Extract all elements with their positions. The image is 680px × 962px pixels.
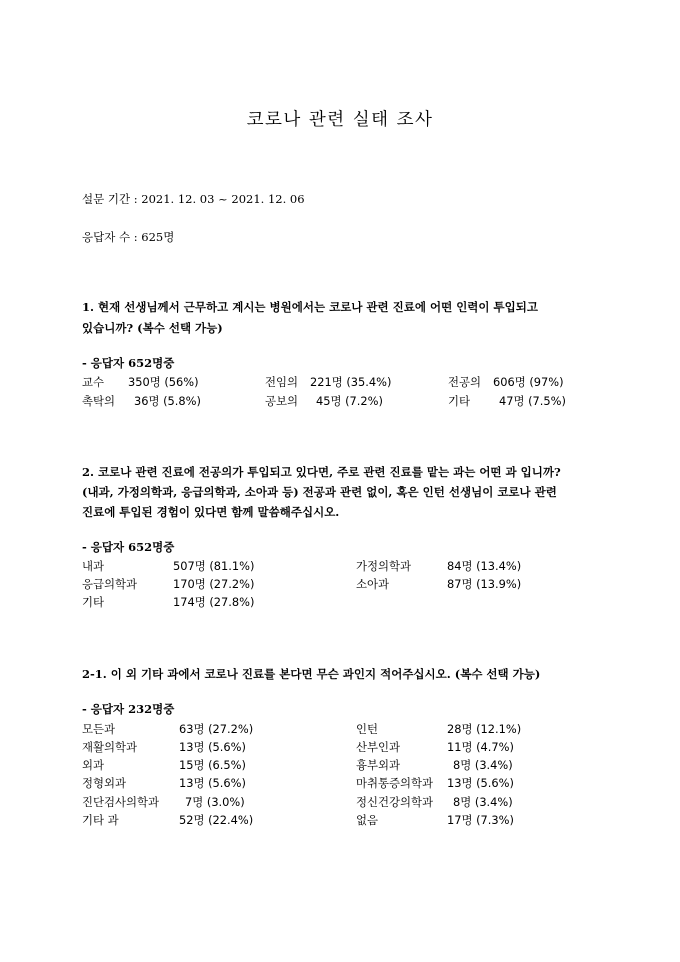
q2-1-result-row — [82, 775, 602, 792]
q2-item-label: 가정의학과 — [356, 559, 412, 573]
q2-1-item-value: 8명 (3.4%) — [453, 795, 513, 809]
q2-item-value: 174명 (27.8%) — [173, 595, 255, 609]
q2-1-question: 2-1. 이 외 기타 과에서 코로나 진료를 본다면 무슨 과인지 적어주십시오. (복수 선택 가능) — [82, 667, 541, 681]
q2-1-item-label: 진단검사의학과 — [82, 795, 160, 809]
q2-1-item-value: 52명 (22.4%) — [179, 813, 254, 827]
q1-item-value: 47명 (7.5%) — [499, 394, 566, 408]
q2-1-item-label: 외과 — [82, 758, 105, 772]
q2-item-label: 내과 — [82, 559, 105, 573]
q2-question-line1: 2. 코로나 관련 진료에 전공의가 투입되고 있다면, 주로 관련 진료를 맡는 과는 어떤 과 입니까? — [82, 465, 561, 479]
q2-1-item-value: 11명 (4.7%) — [447, 740, 514, 754]
q2-1-result-row — [82, 721, 602, 738]
q2-1-item-label: 산부인과 — [356, 740, 401, 754]
q2-1-result-row — [82, 757, 602, 774]
q1-item-value: 221명 (35.4%) — [310, 375, 392, 389]
q1-respondent-note: - 응답자 652명중 — [82, 356, 175, 370]
q2-1-result-row — [82, 812, 602, 829]
q2-item-label: 기타 — [82, 595, 105, 609]
respondent-count: 응답자 수 : 625명 — [82, 230, 175, 244]
q2-question-line2: (내과, 가정의학과, 응급의학과, 소아과 등) 전공과 관련 없이, 혹은 인턴 선생님이 코로나 관련 — [82, 485, 557, 499]
q1-item-label: 교수 — [82, 375, 105, 389]
q2-1-item-value: 13명 (5.6%) — [179, 776, 246, 790]
q2-1-result-row — [82, 739, 602, 756]
q2-respondent-note: - 응답자 652명중 — [82, 540, 175, 554]
q1-item-value: 606명 (97%) — [493, 375, 564, 389]
q1-item-value: 36명 (5.8%) — [134, 394, 201, 408]
q1-question-line1: 1. 현재 선생님께서 근무하고 계시는 병원에서는 코로나 관련 진료에 어떤 인력이 투입되고 — [82, 300, 538, 314]
q1-item-label: 기타 — [448, 394, 471, 408]
q2-1-item-value: 28명 (12.1%) — [447, 722, 522, 736]
q2-1-item-label: 흉부외과 — [356, 758, 401, 772]
q2-result-row — [82, 594, 602, 611]
q2-1-item-label: 마취통증의학과 — [356, 776, 434, 790]
q2-1-item-label: 정신건강의학과 — [356, 795, 434, 809]
page-title: 코로나 관련 실태 조사 — [246, 110, 434, 130]
q2-item-value: 507명 (81.1%) — [173, 559, 255, 573]
q1-item-value: 350명 (56%) — [128, 375, 199, 389]
survey-period: 설문 기간 : 2021. 12. 03 ~ 2021. 12. 06 — [82, 192, 305, 206]
q1-item-label: 전임의 — [265, 375, 299, 389]
q2-1-item-value: 15명 (6.5%) — [179, 758, 246, 772]
q2-item-label: 소아과 — [356, 577, 390, 591]
q2-1-item-label: 인턴 — [356, 722, 379, 736]
q2-item-value: 170명 (27.2%) — [173, 577, 255, 591]
q2-1-item-label: 정형외과 — [82, 776, 127, 790]
q2-item-value: 87명 (13.9%) — [447, 577, 522, 591]
q2-item-value: 84명 (13.4%) — [447, 559, 522, 573]
q2-1-result-row — [82, 794, 602, 811]
q2-1-item-value: 8명 (3.4%) — [453, 758, 513, 772]
q1-item-label: 전공의 — [448, 375, 482, 389]
q2-1-item-value: 17명 (7.3%) — [447, 813, 514, 827]
q2-question-line3: 진료에 투입된 경험이 있다면 함께 말씀해주십시오. — [82, 505, 340, 519]
q1-result-row — [82, 374, 602, 391]
q2-result-row — [82, 558, 602, 575]
q1-item-value: 45명 (7.2%) — [316, 394, 383, 408]
q2-1-item-label: 모든과 — [82, 722, 116, 736]
q2-1-item-value: 13명 (5.6%) — [179, 740, 246, 754]
q1-result-row — [82, 393, 602, 410]
q2-result-row — [82, 576, 602, 593]
q2-1-item-value: 63명 (27.2%) — [179, 722, 254, 736]
q2-1-item-label: 재활의학과 — [82, 740, 138, 754]
q1-item-label: 촉탁의 — [82, 394, 116, 408]
q2-1-item-value: 13명 (5.6%) — [447, 776, 514, 790]
q2-1-item-label: 없음 — [356, 813, 379, 827]
q2-item-label: 응급의학과 — [82, 577, 138, 591]
q2-1-item-value: 7명 (3.0%) — [185, 795, 245, 809]
q1-item-label: 공보의 — [265, 394, 299, 408]
q2-1-respondent-note: - 응답자 232명중 — [82, 702, 175, 716]
q2-1-item-label: 기타 과 — [82, 813, 119, 827]
q1-question-line2: 있습니까? (복수 선택 가능) — [82, 321, 223, 335]
